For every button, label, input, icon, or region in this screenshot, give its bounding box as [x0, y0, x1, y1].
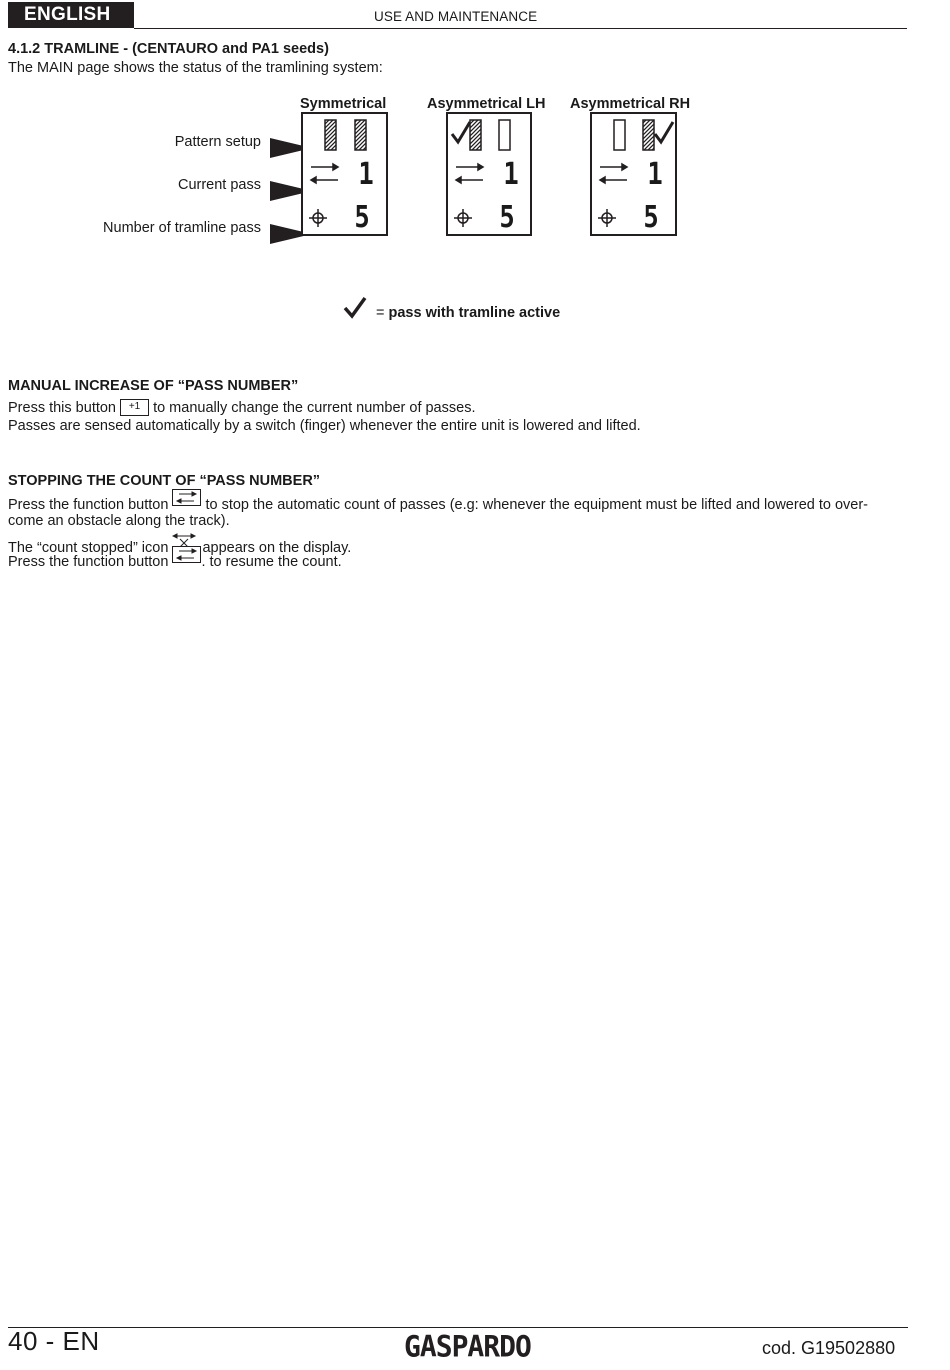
tramline-pass-value: 5	[643, 200, 659, 235]
crosshair-icon	[454, 209, 472, 227]
stopping-text-a: Press the function button	[8, 497, 169, 513]
tramline-active-icon	[470, 120, 481, 150]
display-asymmetrical-rh	[590, 112, 677, 236]
stopping-text-f: . to resume the count.	[201, 554, 342, 570]
pass-direction-icon	[311, 164, 338, 183]
manual-increase-text-b: to manually change the current number of passes.	[153, 400, 476, 416]
stopping-text-d: appears on the display.	[202, 540, 352, 556]
stopping-heading: STOPPING THE COUNT OF “PASS NUMBER”	[8, 473, 321, 489]
column-title-asymmetrical-rh: Asymmetrical RH	[570, 96, 691, 112]
tramline-active-icon	[355, 120, 366, 150]
stopping-text-e: Press the function button	[8, 554, 169, 570]
row-label-tramline-pass: Number of tramline pass	[103, 220, 261, 236]
pass-direction-icon	[173, 547, 200, 562]
display-symmetrical	[301, 112, 388, 236]
header-title: USE AND MAINTENANCE	[374, 9, 538, 24]
plus-one-button: +1	[120, 399, 149, 416]
check-icon	[655, 122, 673, 142]
stopping-line4	[8, 551, 342, 571]
crosshair-icon	[598, 209, 616, 227]
tramline-inactive-icon	[499, 120, 510, 150]
pass-direction-button	[172, 546, 201, 563]
brand-logo: GASPARDO	[404, 1329, 531, 1364]
legend-equals: =	[376, 305, 385, 321]
stopping-line2: come an obstacle along the track).	[8, 513, 230, 529]
legend-text: pass with tramline active	[388, 305, 561, 321]
manual-increase-text-a: Press this button	[8, 400, 116, 416]
header-rule	[134, 28, 907, 29]
language-badge: ENGLISH	[8, 2, 134, 28]
row-label-current-pass: Current pass	[177, 177, 261, 193]
stopping-text-b: to stop the automatic count of passes (e.g: whenever the equipment must be lifted and lowered to over-	[205, 497, 869, 513]
tramline-pass-value: 5	[499, 200, 515, 235]
pass-direction-icon	[600, 164, 627, 183]
pass-direction-icon	[456, 164, 483, 183]
section-intro: The MAIN page shows the status of the tramlining system:	[8, 60, 383, 76]
legend	[376, 304, 560, 322]
stopping-line1	[8, 494, 868, 514]
manual-increase-line2: Passes are sensed automatically by a switch (finger) whenever the entire unit is lowered and lifted.	[8, 418, 641, 434]
current-pass-value: 1	[647, 157, 663, 192]
manual-increase-heading: MANUAL INCREASE OF “PASS NUMBER”	[8, 378, 299, 394]
crosshair-icon	[309, 209, 327, 227]
stopping-text-c: The “count stopped” icon	[8, 540, 169, 556]
row-label-pattern-setup: Pattern setup	[174, 134, 261, 150]
page-number: 40 - EN	[8, 1326, 100, 1356]
display-asymmetrical-lh	[446, 112, 532, 236]
tramline-active-icon	[325, 120, 336, 150]
footer-rule	[8, 1327, 908, 1328]
check-icon	[452, 122, 470, 142]
tramline-active-icon	[643, 120, 654, 150]
tramline-inactive-icon	[614, 120, 625, 150]
tramline-pass-value: 5	[354, 200, 370, 235]
current-pass-value: 1	[503, 157, 519, 192]
pass-direction-icon	[173, 490, 200, 505]
section-heading: 4.1.2 TRAMLINE - (CENTAURO and PA1 seeds)	[8, 41, 329, 57]
document-code: cod. G19502880	[762, 1338, 896, 1358]
column-title-asymmetrical-lh: Asymmetrical LH	[427, 96, 546, 112]
current-pass-value: 1	[358, 157, 374, 192]
check-icon	[343, 296, 367, 320]
pass-direction-button	[172, 489, 201, 506]
column-title-symmetrical: Symmetrical	[300, 96, 387, 112]
